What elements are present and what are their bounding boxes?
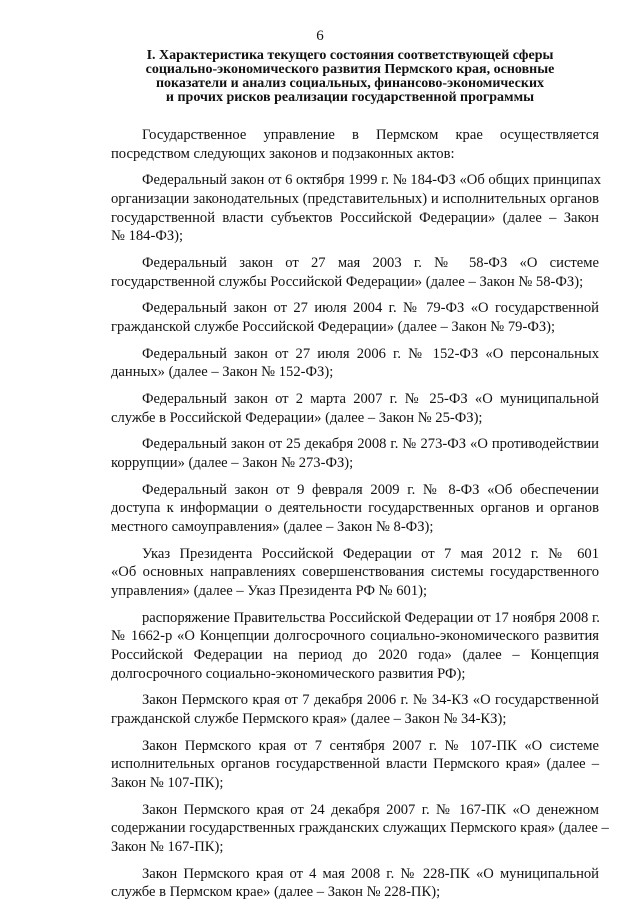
paragraph-line: Закон № 167-ПК);	[111, 838, 224, 855]
paragraph	[111, 691, 599, 728]
paragraph-line: службе в Российской Федерации» (далее – Закон № 25-ФЗ);	[111, 409, 483, 426]
paragraph-line: службе в Пермском крае» (далее – Закон № 228-ПК);	[111, 884, 441, 901]
paragraph-line: государственной службы Российской Федерации» (далее – Закон № 58-ФЗ);	[111, 273, 584, 290]
paragraph-line: Федеральный закон от 27 мая 2003 г. № 58-ФЗ «О системе	[142, 254, 599, 271]
paragraph-line: Федеральный закон от 27 июля 2004 г. № 79-ФЗ «О государственной	[142, 300, 599, 317]
heading-line: социально-экономического развития Пермского края, основные	[145, 62, 555, 77]
heading-line: показатели и анализ социальных, финансово-экономических	[155, 76, 545, 91]
paragraph-line: Закон Пермского края от 7 сентября 2007 г. № 107-ПК «О системе	[142, 737, 599, 754]
paragraph-line: Закон Пермского края от 7 декабря 2006 г. № 34-КЗ «О государственной	[142, 692, 599, 709]
paragraph-line: посредством следующих законов и подзаконных актов:	[111, 145, 455, 162]
paragraph	[111, 345, 599, 382]
paragraph-line: долгосрочного социально-экономического развития РФ);	[111, 665, 466, 682]
paragraph-line: № 1662-р «О Концепции долгосрочного социально-экономического развития	[111, 628, 599, 645]
paragraph	[111, 390, 599, 427]
paragraph-line: № 184-ФЗ);	[111, 228, 184, 245]
paragraph-line: содержании государственных гражданских служащих Пермского края» (далее –	[111, 820, 609, 837]
paragraph-line: Российской Федерации на период до 2020 года» (далее – Концепция	[111, 646, 599, 663]
body-text	[111, 126, 609, 910]
paragraph-line: гражданской службе Пермского края» (далее – Закон № 34-КЗ);	[111, 710, 507, 727]
paragraph	[111, 126, 599, 163]
paragraph-line: организации законодательных (представительных) и исполнительных органов	[111, 190, 599, 207]
paragraph-line: Государственное управление в Пермском крае осуществляется	[142, 127, 599, 143]
paragraph	[111, 609, 599, 683]
paragraph	[111, 481, 599, 537]
paragraph-line: гражданской службе Российской Федерации» (далее – Закон № 79-ФЗ);	[111, 318, 556, 335]
paragraph	[111, 545, 599, 601]
paragraph-line: Федеральный закон от 25 декабря 2008 г. № 273-ФЗ «О противодействии	[142, 436, 599, 453]
paragraph	[111, 299, 599, 336]
paragraph	[111, 435, 599, 472]
paragraph	[111, 737, 599, 793]
page-number: 6	[316, 28, 324, 44]
paragraph-line: Федеральный закон от 9 февраля 2009 г. № 8-ФЗ «Об обеспечении	[142, 481, 599, 498]
paragraph-line: управления» (далее – Указ Президента РФ № 601);	[111, 582, 428, 599]
paragraph-line: коррупции» (далее – Закон № 273-ФЗ);	[111, 455, 354, 472]
paragraph-line: Федеральный закон от 6 октября 1999 г. № 184-ФЗ «Об общих принципах	[142, 172, 602, 189]
paragraph-line: Федеральный закон от 27 июля 2006 г. № 152-ФЗ «О персональных	[142, 345, 599, 362]
paragraph-line: Указ Президента Российской Федерации от 7 мая 2012 г. № 601	[142, 545, 599, 562]
paragraph-line: распоряжение Правительства Российской Федерации от 17 ноября 2008 г.	[142, 609, 600, 626]
paragraph-line: доступа к информации о деятельности государственных органов и органов	[111, 500, 599, 517]
paragraph-line: Закон Пермского края от 24 декабря 2007 г. № 167-ПК «О денежном	[142, 801, 599, 818]
paragraph-line: Закон Пермского края от 4 мая 2008 г. № 228-ПК «О муниципальной	[142, 865, 599, 882]
paragraph-line: Закон № 107-ПК);	[111, 774, 224, 791]
paragraph-line: данных» (далее – Закон № 152-ФЗ);	[111, 364, 334, 381]
paragraph-line: Федеральный закон от 2 марта 2007 г. № 25-ФЗ «О муниципальной	[142, 391, 599, 408]
paragraph-line: государственной власти субъектов Российской Федерации» (далее – Закон	[111, 209, 599, 226]
section-heading	[100, 49, 600, 105]
paragraph-line: исполнительных органов государственной власти Пермского края» (далее –	[111, 756, 599, 773]
heading-line: I. Характеристика текущего состояния соответствующей сферы	[146, 48, 554, 63]
paragraph-line: «Об основных направлениях совершенствования системы государственного	[111, 564, 599, 581]
paragraph	[111, 254, 599, 291]
paragraph	[111, 801, 609, 857]
paragraph-line: местного самоуправления» (далее – Закон № 8-ФЗ);	[111, 519, 434, 535]
heading-line: и прочих рисков реализации государственной программы	[165, 90, 535, 105]
paragraph	[111, 865, 599, 902]
paragraph	[111, 171, 602, 245]
